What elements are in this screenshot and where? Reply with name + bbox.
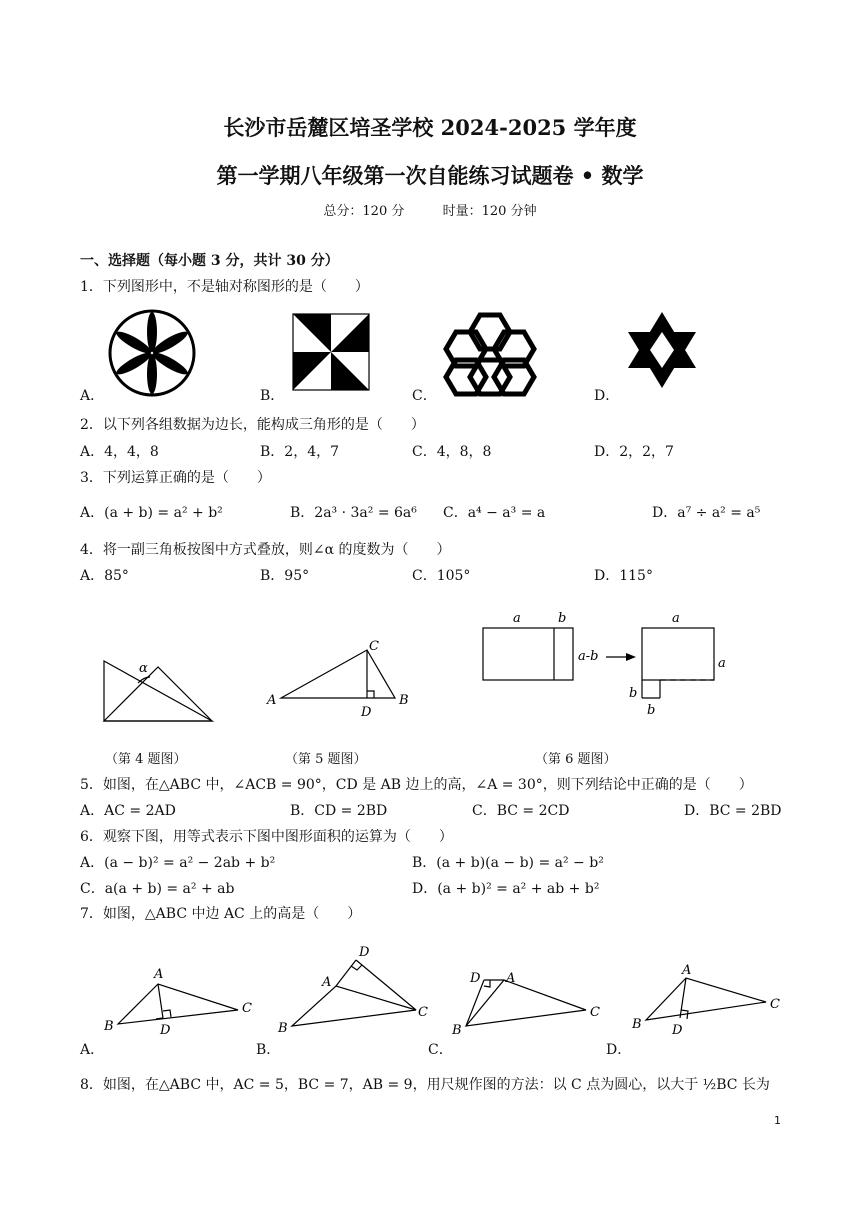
figure-5-caption: （第 5 题图） [285,752,367,767]
question-8-stem: 8．如图，在△ABC 中，AC = 5，BC = 7，AB = 9，用尺规作图的方法：以 C 点为圆心，以大于 ½BC 长为 [80,1077,770,1093]
fig6-label-a-top: a [672,611,680,626]
q7b-label-b: B [278,1021,288,1036]
q7b-label-a: A [322,975,332,990]
question-3-stem: 3．下列运算正确的是（ ） [80,470,271,486]
figure-6-area-diagram [478,608,738,720]
fig5-label-a: A [267,693,277,708]
figure-6-caption: （第 6 题图） [535,752,617,767]
q7c-label-b: B [452,1023,462,1038]
q7-option-d[interactable]: D． [606,1042,632,1058]
q7c-label-c: C [590,1005,600,1020]
q1-figure-b [292,313,370,391]
q4-option-a[interactable]: A．85° [80,568,129,584]
q6-option-c[interactable]: C．a(a + b) = a² + ab [80,881,235,897]
q1-figure-d [624,310,700,390]
page-title: 长沙市岳麓区培圣学校 2024-2025 学年度 [223,115,637,140]
q7c-label-d: D [470,971,481,986]
fig6-label-a-right: a [718,656,726,671]
fig5-label-c: C [369,639,379,654]
figure-5-triangle [265,636,415,720]
fig6-label-b-bottom: b [647,703,656,718]
q6-option-a[interactable]: A．(a − b)² = a² − 2ab + b² [80,855,276,871]
question-6-stem: 6．观察下图，用等式表示下图中图形面积的运算为（ ） [80,829,453,845]
section-heading: 一、选择题（每小题 3 分，共计 30 分） [80,253,339,269]
q7a-label-d: D [160,1023,171,1038]
q1-figure-a [107,308,197,398]
q7-figure-a [100,966,260,1038]
q7d-label-b: B [632,1017,642,1032]
q7-figure-b [276,940,436,1036]
q1-option-c[interactable]: C． [412,388,437,404]
q7-option-c[interactable]: C． [428,1042,453,1058]
q5-option-b[interactable]: B．CD = 2BD [290,803,388,819]
q3-option-a[interactable]: A．(a + b) = a² + b² [80,505,223,521]
q2-option-c[interactable]: C．4，8，8 [412,444,492,460]
question-7-stem: 7．如图，△ABC 中边 AC 上的高是（ ） [80,906,362,922]
q7c-label-a: A [506,971,516,986]
q7-figure-d [630,962,790,1038]
fig5-label-d: D [361,705,372,720]
q7b-label-d: D [359,945,370,960]
q7-figure-c [450,966,610,1038]
q7-option-a[interactable]: A． [80,1042,105,1058]
q7d-label-d: D [672,1023,683,1038]
q2-option-a[interactable]: A．4，4，8 [80,444,159,460]
q7a-label-b: B [104,1019,114,1034]
q2-option-b[interactable]: B．2，4，7 [260,444,340,460]
q1-option-a[interactable]: A． [80,388,105,404]
page-number: 1 [774,1114,781,1127]
q6-option-b[interactable]: B．(a + b)(a − b) = a² − b² [412,855,604,871]
q4-option-b[interactable]: B．95° [260,568,310,584]
q5-option-d[interactable]: D．BC = 2BD [684,803,782,819]
fig6-label-b-left: b [558,611,567,626]
q7a-label-a: A [154,967,164,982]
q7b-label-c: C [418,1005,428,1020]
question-5-stem: 5．如图，在△ABC 中，∠ACB = 90°，CD 是 AB 边上的高，∠A = 30°，则下列结论中正确的是（ ） [80,777,753,793]
q7-option-b[interactable]: B． [256,1042,281,1058]
q7a-label-c: C [242,1001,252,1016]
exam-time: 时量：120 分钟 [442,204,537,219]
total-score: 总分：120 分 [323,204,405,219]
question-2-stem: 2．以下列各组数据为边长，能构成三角形的是（ ） [80,417,425,433]
fig4-alpha-label: α [139,661,148,676]
q4-option-c[interactable]: C．105° [412,568,471,584]
question-4-stem: 4．将一副三角板按图中方式叠放，则∠α 的度数为（ ） [80,542,451,558]
q1-option-d[interactable]: D． [594,388,620,404]
exam-meta [0,200,860,219]
q6-option-d[interactable]: D．(a + b)² = a² + ab + b² [412,881,600,897]
q3-option-d[interactable]: D．a⁷ ÷ a² = a⁵ [652,505,761,521]
q3-option-c[interactable]: C．a⁴ − a³ = a [443,505,546,521]
q7d-label-c: C [770,997,780,1012]
q1-figure-c [440,310,540,400]
q4-option-d[interactable]: D．115° [594,568,653,584]
q5-option-a[interactable]: A．AC = 2AD [80,803,176,819]
q3-option-b[interactable]: B．2a³ · 3a² = 6a⁶ [290,505,417,521]
q1-option-b[interactable]: B． [260,388,285,404]
question-1-stem: 1．下列图形中，不是轴对称图形的是（ ） [80,279,369,295]
page-subtitle: 第一学期八年级第一次自能练习试题卷 • 数学 [216,163,644,188]
fig6-label-a-left: a [513,611,521,626]
fig6-label-a-minus-b: a-b [578,649,599,664]
q2-option-d[interactable]: D．2，2，7 [594,444,674,460]
figure-4-caption: （第 4 题图） [105,752,187,767]
q7d-label-a: A [682,963,692,978]
fig5-label-b: B [399,693,409,708]
fig6-label-b-side: b [629,686,638,701]
q5-option-c[interactable]: C．BC = 2CD [472,803,570,819]
figure-4-set-squares [100,655,220,725]
